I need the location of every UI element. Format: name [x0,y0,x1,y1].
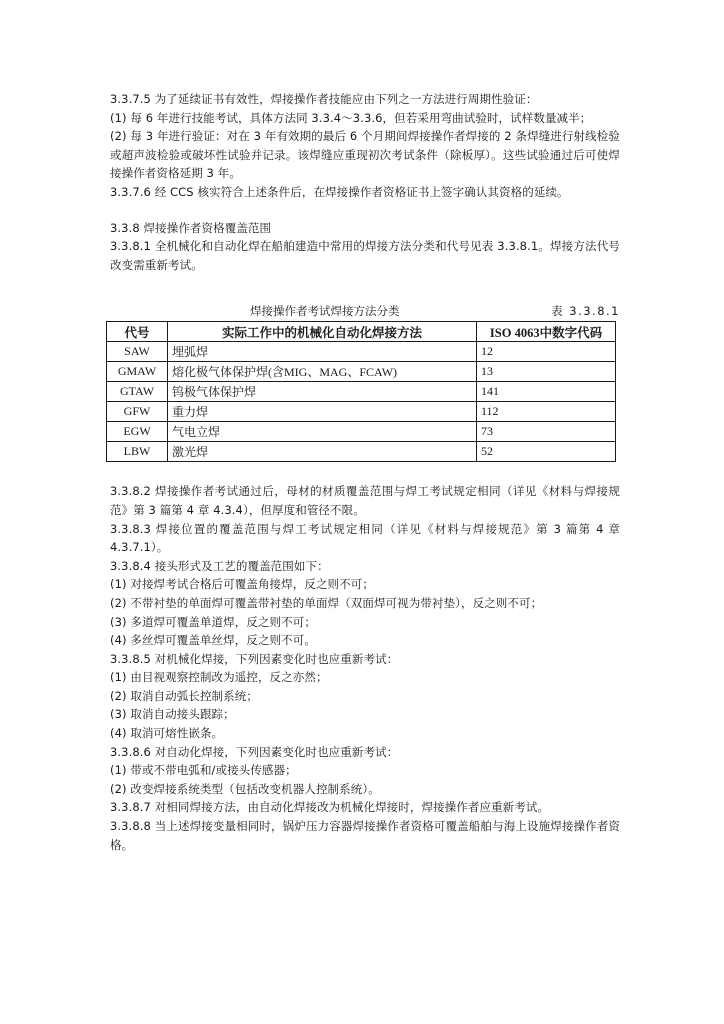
cell-code: SAW [107,342,168,362]
spacer [110,462,620,482]
clause-3-3-7-6: 3.3.7.6 经 CCS 核实符合上述条件后，在焊接操作者资格证书上签字确认其资格的延续。 [110,184,569,199]
clause-3-3-7-5: 3.3.7.5 为了延续证书有效性，焊接操作者技能应由下列之一方法进行周期性验证： [110,92,538,106]
cell-code: LBW [107,442,168,462]
table-row [107,342,616,362]
clause-3-3-8-5-item-2: (2) 取消自动弧长控制系统； [110,688,258,703]
cell-code: EGW [107,422,168,442]
clause-3-3-8-8: 3.3.8.8 当上述焊接变量相同时，锅炉压力容器焊接操作者资格可覆盖船舶与海上设施焊接操作者资格。 [110,819,620,852]
cell-method: 气电立焊 [168,422,477,442]
table-row [107,382,616,402]
clause-3-3-8-1: 3.3.8.1 全机械化和自动化焊在船舶建造中常用的焊接方法分类和代号见表 3.3.8.1。焊接方法代号改变需重新考试。 [110,239,620,272]
clause-3-3-8-5-item-1: (1) 由目视观察控制改为遥控，反之亦然； [110,670,328,685]
spacer [110,202,620,219]
header-code: 代号 [107,322,168,342]
welding-method-table [106,321,616,462]
clause-3-3-8-4-item-1: (1) 对接焊考试合格后可覆盖角接焊，反之则不可； [110,577,374,592]
cell-iso: 12 [477,342,616,362]
table-header-row [107,322,616,342]
clause-3-3-8-5: 3.3.8.5 对机械化焊接，下列因素变化时也应重新考试： [110,651,399,666]
clause-3-3-8-4: 3.3.8.4 接头形式及工艺的覆盖范围如下： [110,558,329,573]
cell-iso: 73 [477,422,616,442]
cell-iso: 52 [477,442,616,462]
cell-iso: 13 [477,362,616,382]
cell-code: GMAW [107,362,168,382]
table-row [107,362,616,382]
clause-3-3-8-6-item-1: (1) 带或不带电弧和/或接头传感器； [110,763,297,778]
header-iso: ISO 4063中数字代码 [477,322,616,342]
clause-3-3-8-7: 3.3.8.7 对相同焊接方法，由自动化焊接改为机械化焊接时，焊接操作者应重新考试。 [110,800,550,815]
clause-3-3-7-5-item-2: (2) 每 3 年进行验证：对在 3 年有效期的最后 6 个月期间焊接操作者焊接的 2 条焊缝进行射线检验或超声波检验或破坏性试验并记录。该焊缝应重现初次考试条件（除板厚）。这些试验通过后可使焊接操作者资格延期 3 年。 [110,129,620,181]
clause-3-3-8-4-item-4: (4) 多丝焊可覆盖单丝焊，反之则不可。 [110,633,316,648]
cell-code: GTAW [107,382,168,402]
clause-3-3-8-3: 3.3.8.3 焊接位置的覆盖范围与焊工考试规定相同（详见《材料与焊接规范》第 3 篇第 4 章 4.3.7.1）。 [110,521,620,555]
cell-code: GFW [107,402,168,422]
clause-3-3-8-6-item-2: (2) 改变焊接系统类型（包括改变机器人控制系统）。 [110,781,380,796]
table-row [107,442,616,462]
header-method: 实际工作中的机械化自动化焊接方法 [168,322,477,342]
cell-method: 激光焊 [168,442,477,462]
clause-3-3-8-5-item-3: (3) 取消自动接头跟踪； [110,707,235,722]
cell-method: 熔化极气体保护焊(含MIG、MAG、FCAW) [168,362,477,382]
table-caption [110,301,620,321]
clause-3-3-8-4-item-3: (3) 多道焊可覆盖单道焊，反之则不可； [110,614,316,629]
clause-3-3-8-2: 3.3.8.2 焊接操作者考试通过后，母材的材质覆盖范围与焊工考试规定相同（详见《材料与焊接规范》第 3 篇第 4 章 4.3.4），但厚度和管径不限。 [110,484,620,517]
cell-method: 钨极气体保护焊 [168,382,477,402]
table-number: 表 3.3.8.1 [551,304,620,319]
clause-3-3-8-5-item-4: (4) 取消可熔性嵌条。 [110,726,224,741]
table-title: 焊接操作者考试焊接方法分类 [250,304,400,319]
cell-iso: 141 [477,382,616,402]
cell-iso: 112 [477,402,616,422]
cell-method: 重力焊 [168,402,477,422]
table-row [107,422,616,442]
section-heading-3-3-8: 3.3.8 焊接操作者资格覆盖范围 [110,220,272,235]
clause-3-3-7-5-item-1: (1) 每 6 年进行技能考试，具体方法同 3.3.4～3.3.6，但若采用弯曲试验时，试样数量减半； [110,110,592,125]
table-row [107,402,616,422]
clause-3-3-8-4-item-2: (2) 不带衬垫的单面焊可覆盖带衬垫的单面焊（双面焊可视为带衬垫），反之则不可； [110,595,543,610]
document-page [110,90,620,854]
clause-3-3-8-6: 3.3.8.6 对自动化焊接，下列因素变化时也应重新考试： [110,744,399,759]
cell-method: 埋弧焊 [168,342,477,362]
